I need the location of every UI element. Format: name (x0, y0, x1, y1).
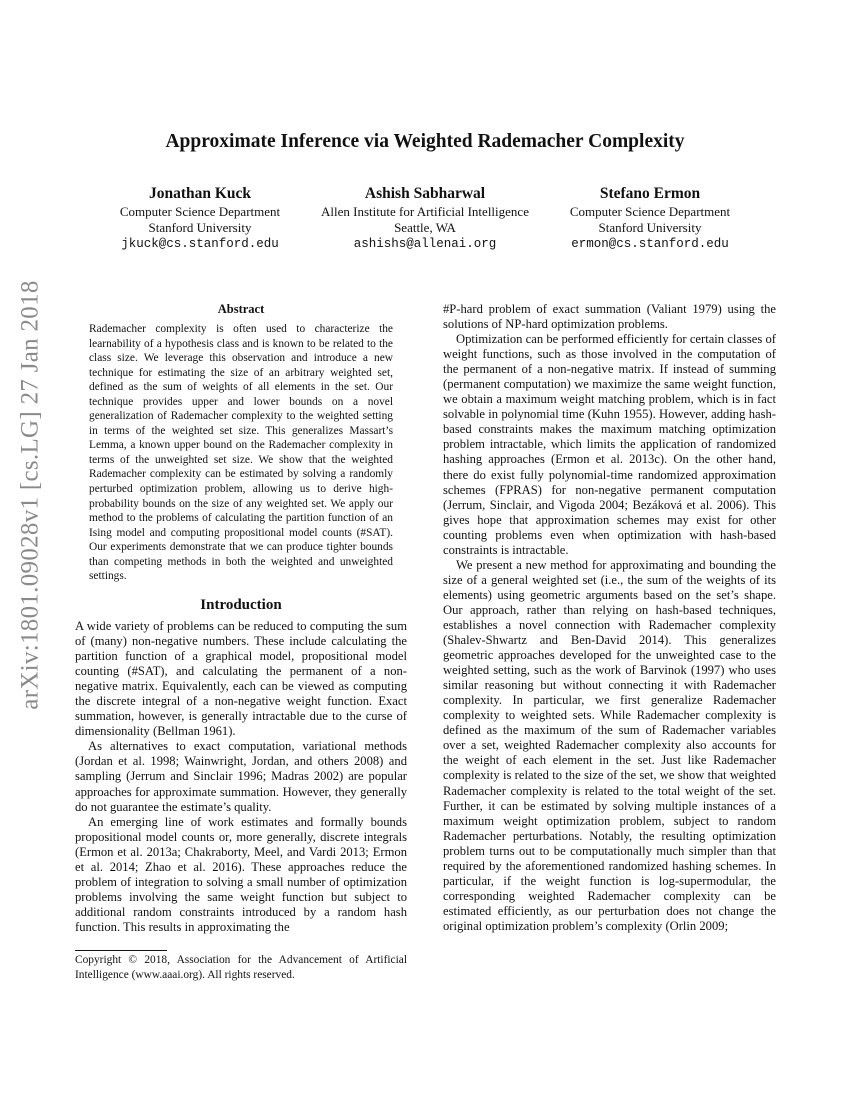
author-institution: Stanford University (148, 220, 252, 235)
copyright-notice: Copyright © 2018, Association for the Advancement of Artificial Intelligence (www.aaai.org). All rights reserved. (75, 954, 407, 981)
author-affiliation: Allen Institute for Artificial Intelligence (321, 204, 529, 219)
abstract-text: Rademacher complexity is often used to characterize the learnability of a hypothesis class and is known to be related to the class size. We leverage this observation and introduce a new technique for estimating the size of an arbitrary weighted set, defined as the sum of weights of all elements in the set. Our technique provides upper and lower bounds on a novel generalization of Rademacher complexity to the weighted setting in terms of the weighted set size. This generalizes Massart’s Lemma, a known upper bound on the Rademacher complexity in terms of the unweighted set size. We show that the weighted Rademacher complexity can be estimated by solving a randomly perturbed optimization problem, allowing us to derive high-probability bounds on the size of any weighted set. We apply our method to the problems of calculating the partition function of an Ising model and computing propositional model counts (#SAT). Our experiments demonstrate that we can produce tighter bounds than competing methods in both the weighted and unweighted settings. (89, 323, 393, 583)
introduction-left-column (75, 619, 407, 935)
author-institution: Seattle, WA (394, 220, 456, 235)
paragraph: We present a new method for approximating and bounding the size of a general weighted set (i.e., the sum of the weights of its elements) using geometric arguments based on the set’s shape. Our approach, rather than relying on hash-based techniques, establishes a novel connection with Rademacher complexity (Shalev-Shwartz and Ben-David 2014). This generalizes geometric approaches developed for the unweighted case to the weighted setting, such as the work of Barvinok (1997) who uses similar reasoning but without connecting it with Rademacher complexity. In particular, we first generalize Rademacher complexity to weighted sets. While Rademacher complexity is defined as the maximum of the sum of Rademacher variables over a set, weighted Rademacher complexity also accounts for the weight of each element in the set. Just like Rademacher complexity is related to the size of the set, we show that weighted Rademacher complexity is related to the total weight of the set. Further, it can be estimated by solving multiple instances of a maximum weight optimization problem, subject to random Rademacher perturbations. Notably, the resulting optimization problem turns out to be computationally much simpler than that required by the aforementioned randomized hashing schemes. In particular, if the weight function is log-supermodular, the corresponding weighted Rademacher complexity can be estimated efficiently, as our perturbation does not change the original optimization problem’s complexity (Orlin 2009; (443, 557, 776, 933)
paragraph: As alternatives to exact computation, variational methods (Jordan et al. 1998; Wainwright, Jordan, and others 2008) and sampling (Jerrum and Sinclair 1996; Madras 2002) are popular approaches for approximate summation. However, they generally do not guarantee the estimate’s quality. (75, 739, 407, 814)
author-name: Ashish Sabharwal (364, 185, 486, 202)
author-affiliation: Computer Science Department (569, 204, 731, 219)
author-block-1 (100, 184, 300, 252)
author-affiliation: Computer Science Department (119, 204, 281, 219)
author-name: Jonathan Kuck (148, 185, 252, 202)
arxiv-identifier-sidebar (4, 280, 58, 710)
paper-title: Approximate Inference via Weighted Rademacher Complexity (165, 131, 685, 152)
arxiv-id-text: arXiv:1801.09028v1 [cs.LG] 27 Jan 2018 (17, 280, 44, 710)
author-block-3 (550, 184, 750, 252)
paragraph: Optimization can be performed efficiently for certain classes of weight functions, such as those involved in the computation of the permanent of a non-negative matrix. If instead of summing (permanent computation) we maximize the same weight function, we obtain a maximum weight matching problem, which is in fact solvable in polynomial time (Kuhn 1955). However, adding hash-based constraints makes the maximum matching optimization problem intractable, which limits the application of randomized hashing approaches (Ermon et al. 2013c). On the other hand, there do exist fully polynomial-time randomized approximation schemes (FPRAS) for non-negative permanent computation (Jerrum, Sinclair, and Vigoda 2004; Bezáková et al. 2006). This gives hope that approximation schemes may exist for other counting problems even when optimization with hash-based constraints is intractable. (443, 332, 776, 557)
paragraph: #P-hard problem of exact summation (Valiant 1979) using the solutions of NP-hard optimization problems. (443, 302, 776, 332)
author-block-2 (305, 184, 545, 252)
paragraph: A wide variety of problems can be reduced to computing the sum of (many) non-negative numbers. These include calculating the partition function of a graphical model, propositional model counting (#SAT), and calculating the permanent of a non-negative matrix. Equivalently, each can be viewed as computing the discrete integral of a non-negative weight function. Exact summation, however, is generally intractable due to the curse of dimensionality (Bellman 1961). (75, 619, 407, 739)
abstract-heading: Abstract (217, 302, 265, 316)
paragraph: An emerging line of work estimates and formally bounds propositional model counts or, more generally, discrete integrals (Ermon et al. 2013a; Chakraborty, Meel, and Vardi 2013; Ermon et al. 2014; Zhao et al. 2016). These approaches reduce the problem of integration to solving a small number of optimization problems involving the same weight function but subject to additional random constraints introduced by a random hash function. This results in approximating the (75, 814, 407, 934)
author-email[interactable]: ermon@cs.stanford.edu (571, 237, 729, 251)
footnote-rule (75, 950, 167, 951)
introduction-right-column (443, 302, 776, 934)
author-email[interactable]: ashishs@allenai.org (353, 237, 497, 251)
author-institution: Stanford University (598, 220, 702, 235)
author-email[interactable]: jkuck@cs.stanford.edu (121, 237, 279, 251)
introduction-heading: Introduction (200, 597, 282, 613)
author-name: Stefano Ermon (599, 185, 701, 202)
